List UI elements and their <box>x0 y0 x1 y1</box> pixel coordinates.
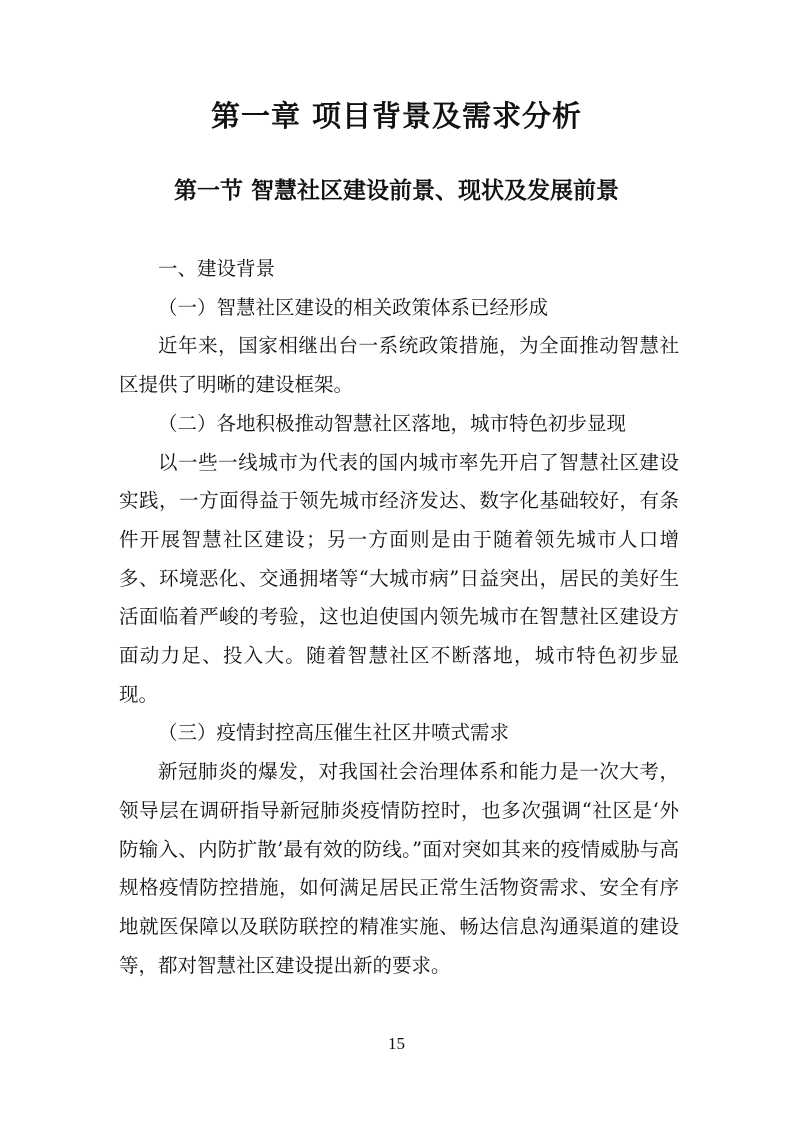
subheading-local-promotion: （二）各地积极推动智慧社区落地，城市特色初步显现 <box>158 411 627 435</box>
heading-construction-background: 一、建设背景 <box>158 257 276 280</box>
paragraph-policy: 近年来，国家相继出台一系统政策措施，为全面推动智慧社区提供了明晰的建设框架。 <box>119 334 679 397</box>
section-title: 第一节 智慧社区建设前景、现状及发展前景 <box>173 178 619 204</box>
paragraph-epidemic-demand: 新冠肺炎的爆发，对我国社会治理体系和能力是一次大考，领导层在调研指导新冠肺炎疫情防控时，也多次强调“社区是‘外防输入、内防扩散’最有效的防线。”面对突如其来的疫情威胁与高规格疫情防控措施，如何满足居民正常生活物资需求、安全有序地就医保障以及联防联控的精准实施、畅达信息沟通渠道的建设等，都对智慧社区建设提出新的要求。 <box>119 760 679 977</box>
paragraph-local-promotion: 以一些一线城市为代表的国内城市率先开启了智慧社区建设实践，一方面得益于领先城市经济发达、数字化基础较好，有条件开展智慧社区建设；另一方面则是由于随着领先城市人口增多、环境恶化、交通拥堵等“大城市病”日益突出，居民的美好生活面临着严峻的考验，这也迫使国内领先城市在智慧社区建设方面动力足、投入大。随着智慧社区不断落地，城市特色初步显现。 <box>119 450 679 706</box>
body-text <box>119 250 679 985</box>
subheading-policy-system: （一）智慧社区建设的相关政策体系已经形成 <box>158 295 549 319</box>
page-number: 15 <box>388 1034 405 1053</box>
chapter-title: 第一章 项目背景及需求分析 <box>210 99 583 133</box>
subheading-epidemic-demand: （三）疫情封控高压催生社区井喷式需求 <box>158 721 510 745</box>
